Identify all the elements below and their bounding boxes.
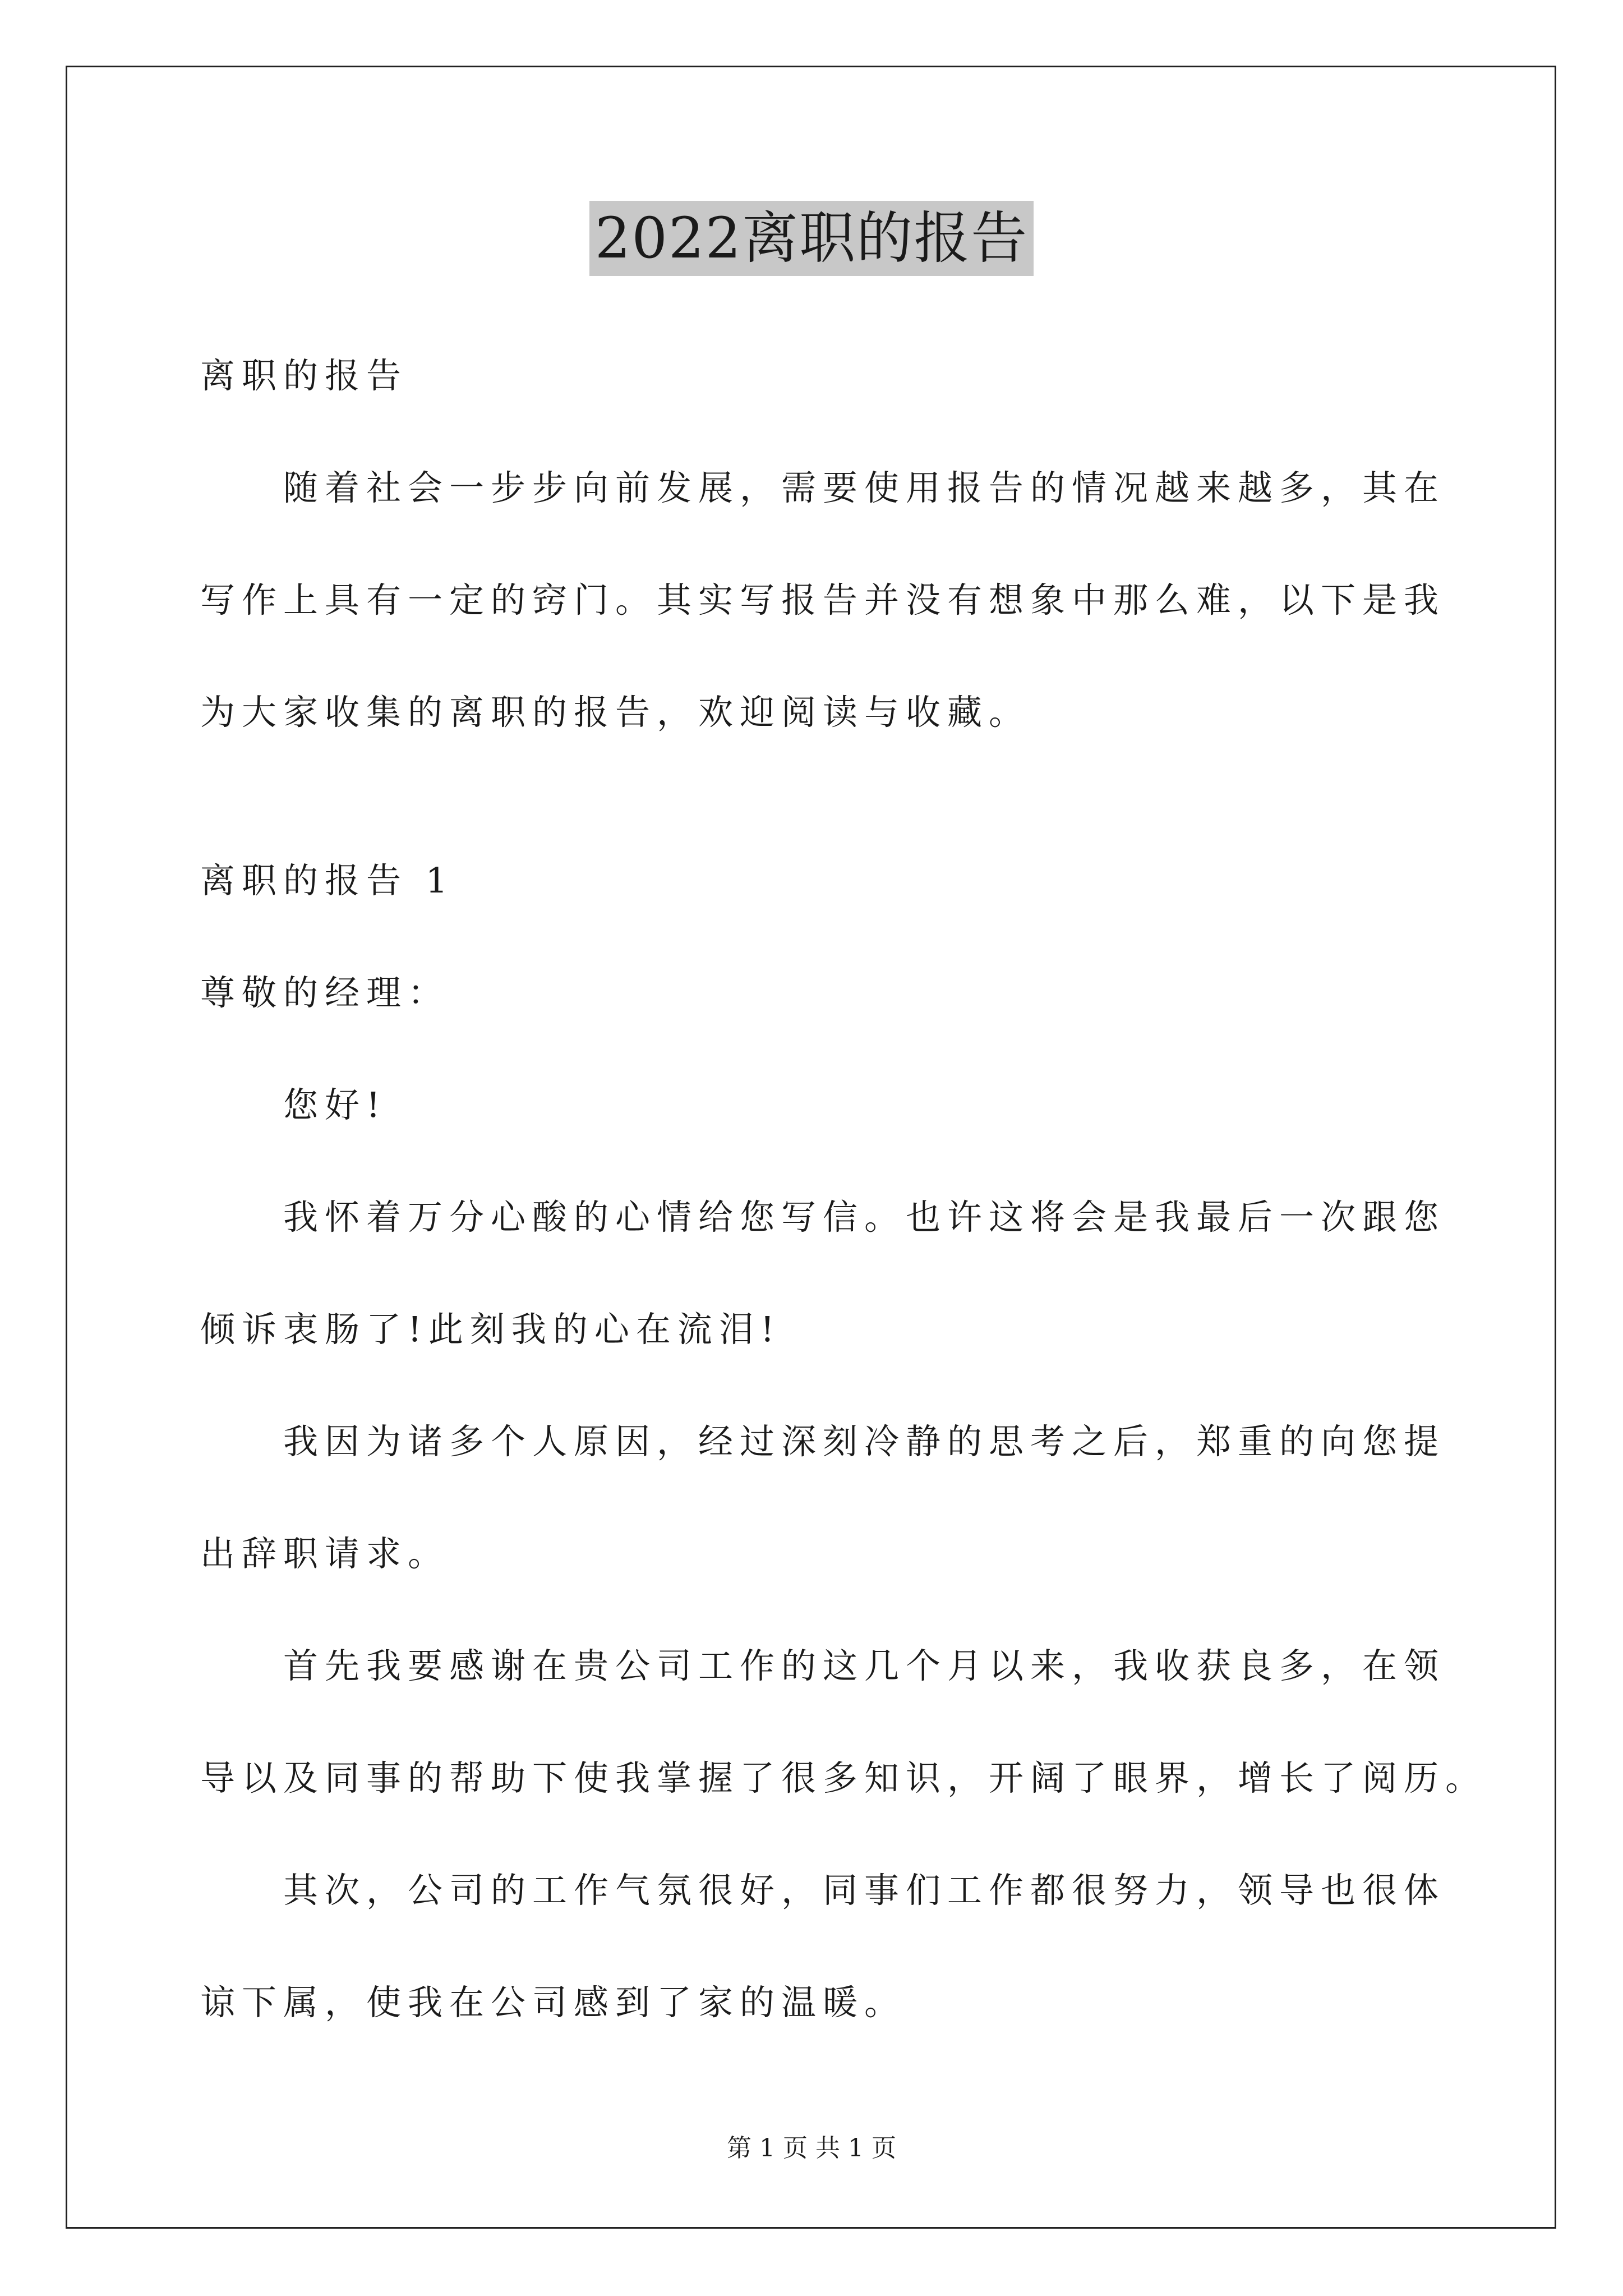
paragraph2-line-2: 出辞职请求。 — [200, 1533, 450, 1574]
paragraph4-line-1: 其次，公司的工作气氛很好，同事们工作都很努力，领导也很体 — [283, 1870, 1446, 1911]
paragraph2-line-1: 我因为诸多个人原因，经过深刻冷静的思考之后，郑重的向您提 — [283, 1421, 1446, 1462]
subtitle: 离职的报告 — [200, 355, 408, 396]
spacer — [200, 1582, 1431, 1638]
greeting: 您好! — [283, 1084, 387, 1125]
paragraph3-line-2: 导以及同事的帮助下使我掌握了很多知识，开阔了眼界，增长了阅历。 — [200, 1757, 1487, 1798]
spacer — [200, 628, 1431, 684]
paragraph1-line-2: 倾诉衷肠了!此刻我的心在流泪! — [200, 1309, 781, 1350]
paragraph1-line-1: 我怀着万分心酸的心情给您写信。也许这将会是我最后一次跟您 — [283, 1197, 1446, 1237]
spacer — [200, 516, 1431, 572]
intro-line-3: 为大家收集的离职的报告，欢迎阅读与收藏。 — [200, 692, 1031, 733]
spacer — [200, 1694, 1431, 1750]
intro-line-1: 随着社会一步步向前发展，需要使用报告的情况越来越多，其在 — [283, 467, 1446, 508]
document-body — [200, 348, 1487, 2031]
spacer — [200, 1133, 1431, 1189]
spacer — [200, 1470, 1431, 1526]
title-container — [0, 201, 1623, 276]
page-number: 第 1 页 共 1 页 — [727, 2134, 896, 2162]
document-title: 2022离职的报告 — [589, 201, 1034, 276]
paragraph4-line-2: 谅下属，使我在公司感到了家的温暖。 — [200, 1982, 906, 2023]
section-heading: 离职的报告 1 — [200, 860, 455, 901]
spacer — [200, 1358, 1431, 1414]
spacer — [200, 1806, 1431, 1862]
spacer — [200, 1918, 1431, 1975]
spacer — [200, 740, 1431, 797]
paragraph3-line-1: 首先我要感谢在贵公司工作的这几个月以来，我收获良多，在领 — [283, 1645, 1446, 1686]
spacer — [200, 797, 1431, 853]
spacer — [200, 909, 1431, 965]
intro-line-2: 写作上具有一定的窍门。其实写报告并没有想象中那么难，以下是我 — [200, 579, 1446, 620]
page-footer — [0, 2132, 1623, 2165]
salutation: 尊敬的经理： — [200, 972, 450, 1013]
spacer — [200, 404, 1431, 460]
spacer — [200, 1245, 1431, 1301]
spacer — [200, 1021, 1431, 1077]
